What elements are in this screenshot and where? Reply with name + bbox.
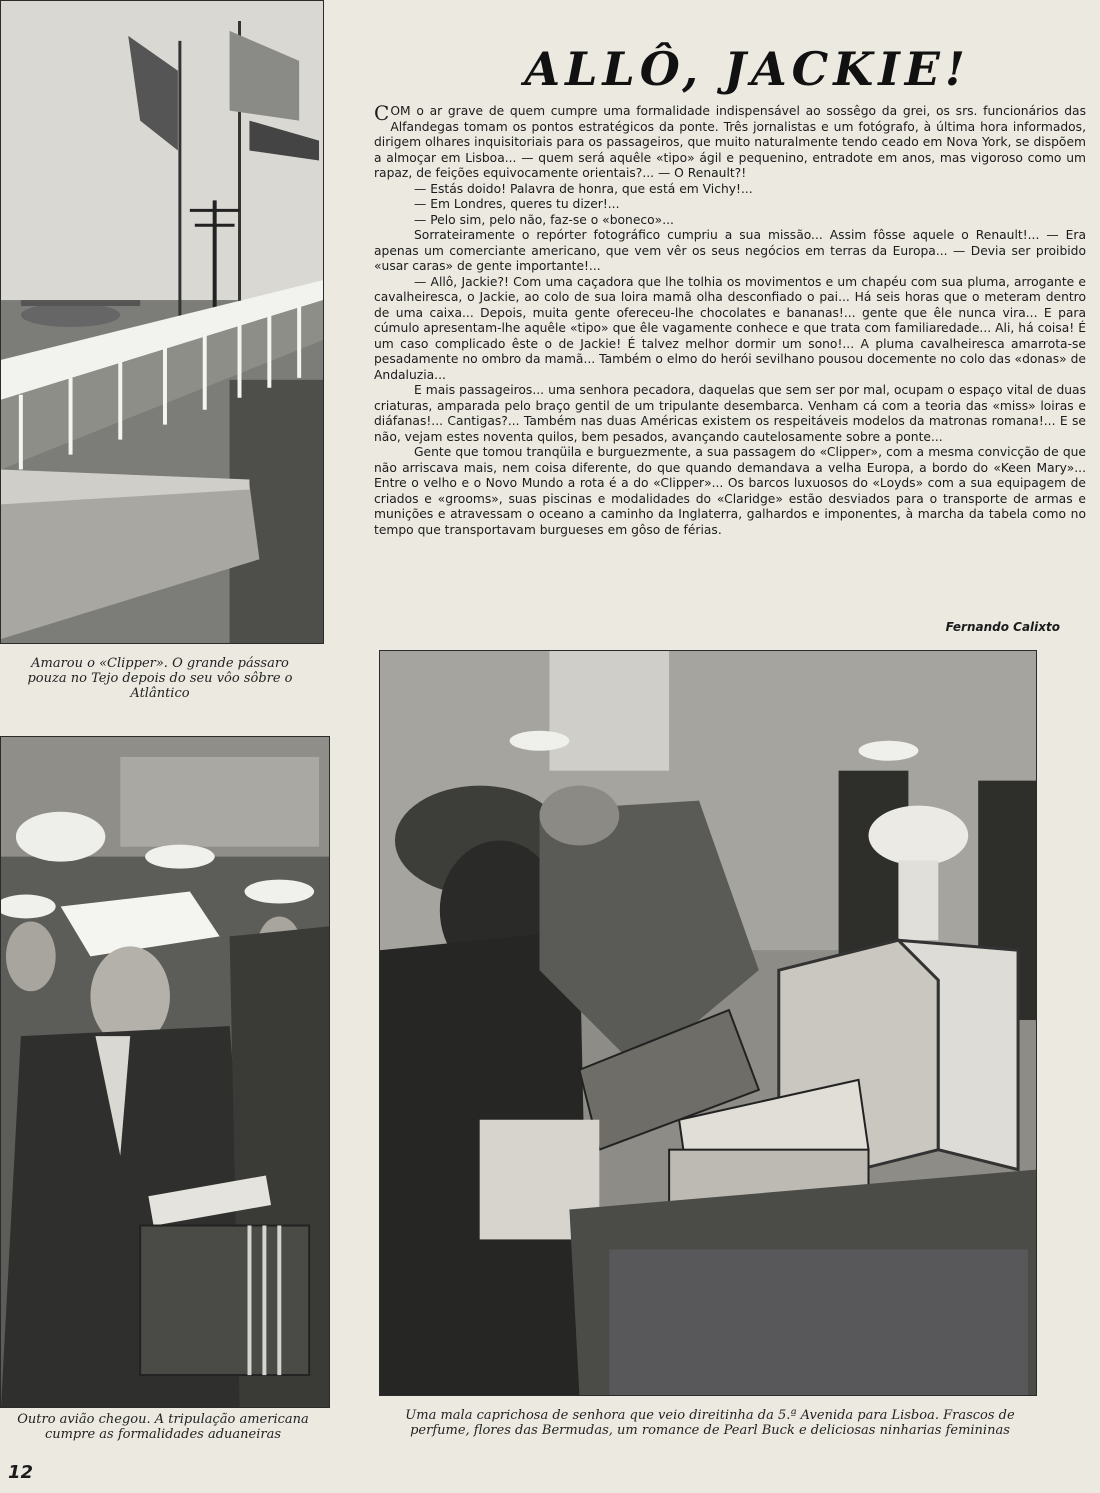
luggage-photo — [379, 650, 1037, 1396]
article-paragraph: Sorrateiramente o repórter fotográfico cumpriu a sua missão... Assim fôsse aquele o Renault!... — Era apenas um comerciante americano, que vem vêr os seus negócios em terras da Europa... — Devia ser proibido «usar caras» de gente importante!... — [374, 228, 1086, 273]
article-paragraph: — Allô, Jackie?! Com uma caçadora que lhe tolhia os movimentos e um chapéu com sua pluma, arrogante e cavalheiresca, o Jackie, ao colo de sua loira mamã olha desconfiado o pai... Há seis horas que o meteram dentro de uma caixa... Depois, muita gente ofereceu-lhe chocolates e bananas!... gente que êle nunca vira... E para cúmulo apresentam-lhe aquêle «tipo» que êle vagamente conhece e que trata com familiaredade... Ali, há coisa! É um caso complicado êste o de Jackie! É talvez melhor dormir um sono!... A pluma cavalheiresca amarrota-se pesadamente no ombro da mamã... Também o elmo do herói sevilhano pousou docemente no colo das «donas» de Andaluzia... — [374, 274, 1086, 382]
pier-photo — [0, 0, 324, 644]
article-paragraph: Gente que tomou tranqüila e burguezmente, a sua passagem do «Clipper», com a mesma convicção de que não arriscava mais, nem coisa diferente, do que quando demandava a velha Europa, a bordo do «Keen Mary»... Entre o velho e o Novo Mundo a rota é a do «Clipper»... Os barcos luxuosos do «Loyds» com a sua equipagem de criados e «grooms», suas piscinas e modalidades do «Claridge» estão desviados para o transporte de armas e munições e atravessam o oceano a caminho da Inglaterra, galhardos e imponentes, à marcha da tabela como no tempo que transportavam burgueses em gôso de férias. — [374, 445, 1086, 537]
article-body — [374, 104, 1086, 624]
drop-cap: C — [374, 104, 390, 125]
luggage-photo-caption: Uma mala caprichosa de senhora que veio direitinha da 5.ª Avenida para Lisboa. Frascos de perfume, flores das Bermudas, um romance de Pearl Buck e deliciosas ninharias femininas — [405, 1408, 1015, 1438]
crew-photo-illustration — [1, 737, 329, 1407]
article-paragraph: E mais passageiros... uma senhora pecadora, daquelas que sem ser por mal, ocupam o espaço vital de duas criaturas, amparada pelo braço gentil de um tripulante desembarca. Venham cá com a teoria das «miss» loiras e diáfanas!... Cantigas?... Também nas duas Américas existem os respeitáveis modelos da matronas romana!... E se não, vejam estes noventa quilos, bem pesados, avançando cautelosamente sobre a ponte... — [374, 383, 1086, 444]
article-title: ALLÔ, JACKIE! — [524, 42, 970, 96]
article-author: Fernando Calixto — [945, 620, 1060, 634]
crew-photo — [0, 736, 330, 1408]
article-paragraph-text: OM o ar grave de quem cumpre uma formalidade indispensável ao sossêgo da grei, os srs. funcionários das Alfandegas tomam os pontos estratégicos da ponte. Três jornalistas e um fotógrafo, à última hora informados, dirigem olhares inquisitoriais para os passageiros, que muito naturalmente tendo ceado em Nova York, se dispõem a almoçar em Lisboa... — quem será aquêle «tipo» ágil e pequenino, entradote em anos, mas vigoroso como um rapaz, de feições equivocamente orientais?... — O Renault?! — [374, 104, 1086, 180]
article-paragraph: — Estás doido! Palavra de honra, que está em Vichy!... — [414, 181, 753, 196]
article-paragraph: — Pelo sim, pelo não, faz-se o «boneco»... — [414, 212, 674, 227]
page-number: 12 — [8, 1462, 34, 1483]
luggage-photo-illustration — [380, 651, 1036, 1395]
pier-photo-caption: Amarou o «Clipper». O grande pássaro pouza no Tejo depois do seu vôo sôbre o Atlântico — [27, 656, 293, 701]
article-paragraph — [374, 104, 1086, 182]
crew-photo-caption: Outro avião chegou. A tripulação americana cumpre as formalidades aduaneiras — [17, 1412, 309, 1442]
article-paragraph: — Em Londres, queres tu dizer!... — [414, 197, 620, 211]
pier-photo-illustration — [1, 1, 323, 643]
